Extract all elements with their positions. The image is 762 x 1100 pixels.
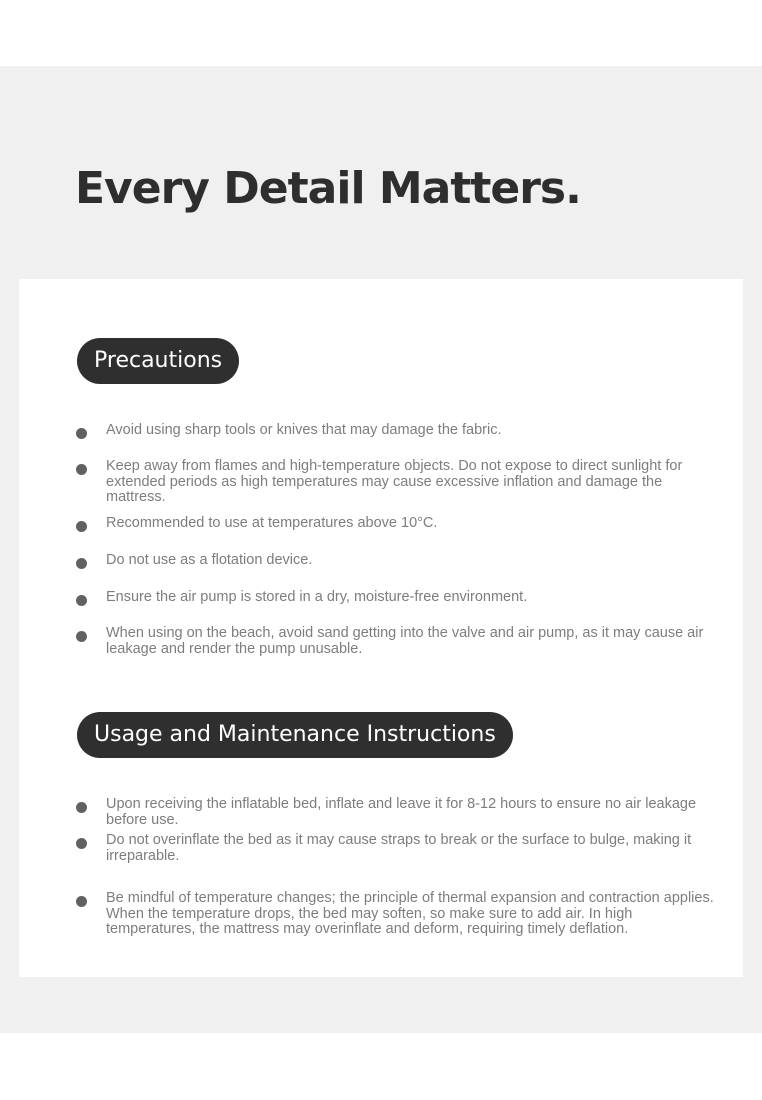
bullet-icon xyxy=(76,802,87,813)
precaution-text: Keep away from flames and high-temperature objects. Do not expose to direct sunlight for extended periods as high temperatures may cause excessive inflation and damage the mattress. xyxy=(106,458,683,505)
usage-maintenance-heading: Usage and Maintenance Instructions xyxy=(77,712,513,758)
precaution-text: Recommended to use at temperatures above 10°C. xyxy=(106,515,438,531)
bullet-icon xyxy=(76,464,87,475)
bullet-icon xyxy=(76,631,87,642)
page-headline: Every Detail Matters. xyxy=(75,163,581,214)
precaution-text: Avoid using sharp tools or knives that may damage the fabric. xyxy=(106,422,502,438)
bullet-icon xyxy=(76,558,87,569)
bullet-icon xyxy=(76,595,87,606)
usage-text: Do not overinflate the bed as it may cause straps to break or the surface to bulge, making it irreparable. xyxy=(106,832,692,864)
precaution-text: Do not use as a flotation device. xyxy=(106,552,313,568)
instructions-card xyxy=(19,279,743,977)
precaution-text: Ensure the air pump is stored in a dry, moisture-free environment. xyxy=(106,589,528,605)
bullet-icon xyxy=(76,896,87,907)
precautions-heading: Precautions xyxy=(77,338,239,384)
precaution-text: When using on the beach, avoid sand getting into the valve and air pump, as it may cause air leakage and render the pump unusable. xyxy=(106,625,704,657)
usage-text: Upon receiving the inflatable bed, inflate and leave it for 8-12 hours to ensure no air leakage before use. xyxy=(106,796,697,828)
bullet-icon xyxy=(76,521,87,532)
bullet-icon xyxy=(76,428,87,439)
usage-text: Be mindful of temperature changes; the principle of thermal expansion and contraction applies. When the temperature drops, the bed may soften, so make sure to add air. In high temperatures, the mattress may overinflate and deform, requiring timely deflation. xyxy=(106,890,714,937)
bullet-icon xyxy=(76,838,87,849)
